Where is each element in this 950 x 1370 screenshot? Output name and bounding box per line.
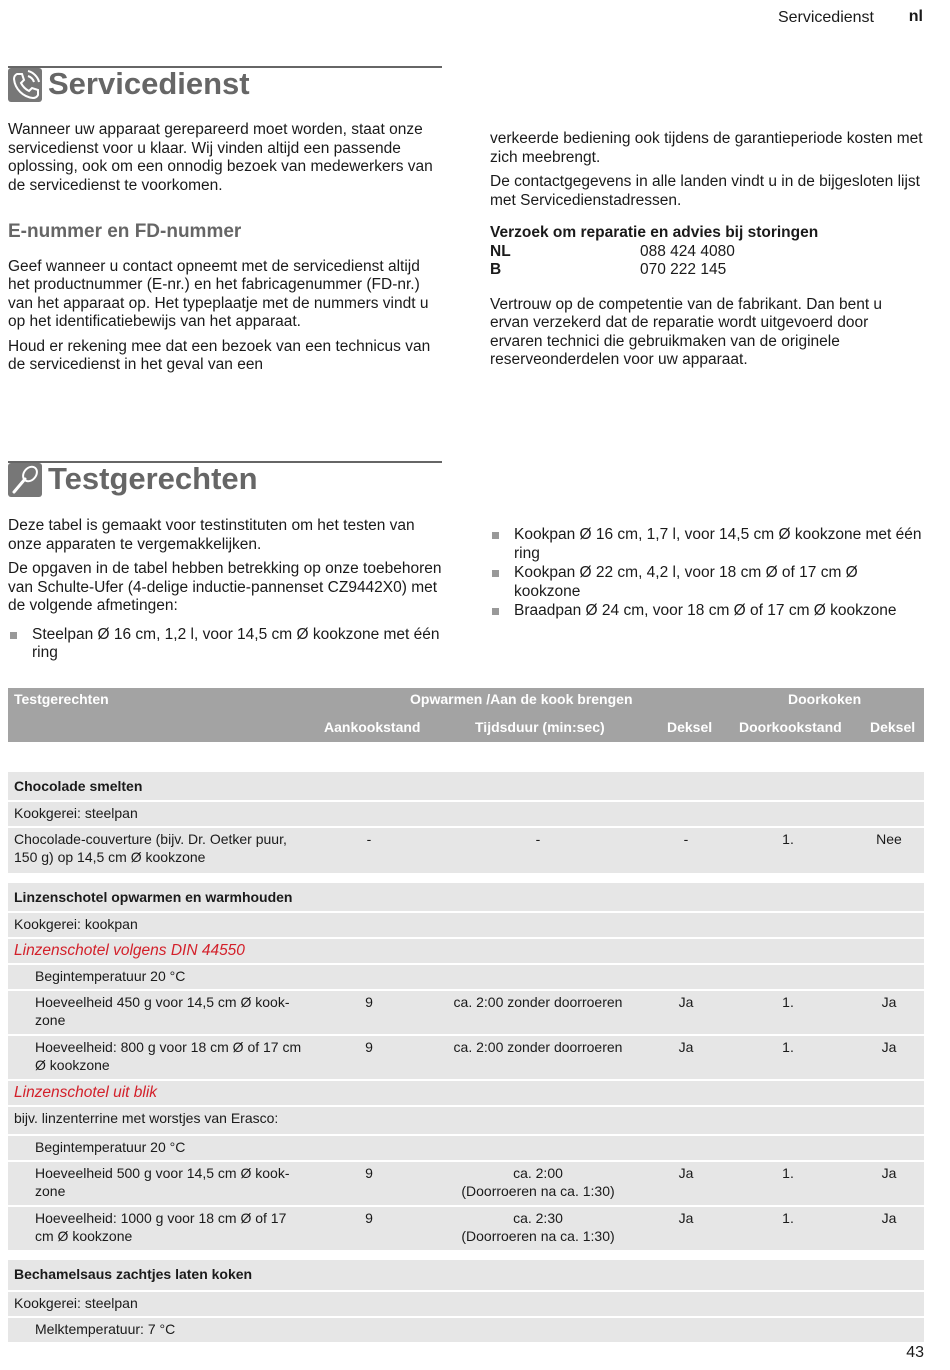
servicedienst-intro: Wanneer uw apparaat gerepareerd moet worden, staat onze servicedienst voor u klaar. Wij vinden altijd een passende oplossing, ook om een onnodig bezoek van medewerkers van de servicedienst te voorkomen. — [8, 121, 433, 194]
table-row — [8, 939, 924, 965]
servicedienst-right-column — [490, 130, 924, 376]
contact-phone: 088 424 4080 — [640, 242, 735, 260]
cell-tijdsduur-note: (Doorroeren na ca. 1:30) — [461, 1227, 615, 1244]
row-label: Linzenschotel opwarmen en warmhouden — [14, 889, 293, 905]
table-row — [8, 1292, 924, 1318]
table-category-row — [8, 772, 924, 802]
row-label: Melktemperatuur: 7 °C — [35, 1321, 176, 1337]
list-item: Steelpan Ø 16 cm, 1,2 l, voor 14,5 cm Ø kookzone met één ring — [8, 626, 442, 663]
header-language: nl — [908, 8, 923, 25]
table-body — [8, 772, 924, 1344]
contact-phone: 070 222 145 — [640, 261, 727, 278]
testgerechten-heading — [8, 461, 442, 499]
cell-doorkookstand-value: 1. — [782, 831, 794, 847]
page-number: 43 — [906, 1344, 924, 1361]
cell-tijdsduur-value: ca. 2:00 — [513, 1165, 563, 1181]
cell-tijdsduur-note: (Doorroeren na ca. 1:30) — [461, 1182, 615, 1199]
table-row — [8, 1107, 924, 1136]
table-row — [8, 828, 924, 875]
row-label: Kookgerei: steelpan — [14, 805, 138, 821]
cell-deksel-1-value: Ja — [678, 994, 694, 1010]
table-row — [8, 1207, 924, 1252]
table-row — [8, 802, 924, 828]
row-label: Hoeveelheid 500 g voor 14,5 cm Ø kook-zone — [35, 1165, 290, 1199]
testgerechten-right-column — [490, 526, 924, 622]
col-header-testgerechten: Testgerechten — [14, 691, 109, 707]
e-nummer-paragraph: Geef wanneer u contact opneemt met de servicedienst altijd het productnummer (E-nr.) en het fabricagenummer (FD-nr.) van het apparaat op. Het typeplaatje met de nummers vindt u op het identificatiebewijs van het apparaat. — [8, 257, 429, 330]
cell-aankookstand-value: 9 — [365, 1039, 373, 1055]
col-header-group-opwarmen: Opwarmen /Aan de kook brengen — [410, 691, 633, 707]
cell-deksel-2 — [789, 1165, 950, 1183]
col-header-deksel-2: Deksel — [870, 719, 916, 735]
testgerechten-left-column — [8, 517, 442, 664]
cell-aankookstand-value: - — [366, 831, 372, 847]
table-header-row-1 — [8, 688, 924, 715]
table-row — [8, 913, 924, 939]
table-row — [8, 1136, 924, 1162]
cell-deksel-2-value: Ja — [881, 1039, 897, 1055]
phone-icon — [8, 68, 42, 102]
contact-heading: Verzoek om reparatie en advies bij storingen — [490, 224, 819, 241]
testgerechten-title: Testgerechten — [48, 461, 258, 496]
contact-row-b — [490, 261, 924, 280]
table-header-row-2 — [8, 715, 924, 744]
row-label: Kookgerei: steelpan — [14, 1295, 138, 1311]
row-label: Linzenschotel volgens DIN 44550 — [14, 942, 245, 959]
cell-aankookstand-value: 9 — [365, 1210, 373, 1226]
pan-list-left — [8, 626, 442, 663]
visit-cost-paragraph: Houd er rekening mee dat een bezoek van een technicus van de servicedienst in het geval van een — [8, 337, 431, 373]
testgerechten-intro: Deze tabel is gemaakt voor testinstituten om het testen van onze apparaten te vergemakkelijken. — [8, 517, 415, 553]
row-label: Chocolade smelten — [14, 778, 143, 794]
col-header-group-doorkoken: Doorkoken — [788, 691, 862, 707]
cell-deksel-2 — [789, 994, 950, 1012]
table-row — [8, 1081, 924, 1107]
row-label: Chocolade-couverture (bijv. Dr. Oetker puur, 150 g) op 14,5 cm Ø kookzone — [14, 831, 287, 865]
cell-doorkookstand-value: 1. — [782, 1165, 794, 1181]
table-category-row — [8, 883, 924, 913]
cell-aankookstand-value: 9 — [365, 994, 373, 1010]
list-item: Braadpan Ø 24 cm, voor 18 cm Ø of 17 cm Ø kookzone — [490, 602, 924, 621]
row-label: Kookgerei: kookpan — [14, 916, 138, 932]
cell-deksel-2-value: Ja — [881, 1210, 897, 1226]
cell-deksel-2-value: Ja — [881, 994, 897, 1010]
table-row — [8, 1318, 924, 1344]
col-header-deksel-1: Deksel — [667, 719, 713, 735]
table-row — [8, 965, 924, 991]
cell-tijdsduur-value: ca. 2:00 zonder doorroeren — [453, 1039, 623, 1055]
table-row — [8, 991, 924, 1036]
contact-info-paragraph: De contactgegevens in alle landen vindt u in de bijgesloten lijst met Servicedienstadressen. — [490, 173, 920, 209]
contact-country: NL — [490, 242, 511, 260]
cell-deksel-2 — [789, 831, 950, 849]
cell-aankookstand-value: 9 — [365, 1165, 373, 1181]
pan-list-right — [490, 526, 924, 621]
cell-tijdsduur-value: ca. 2:00 zonder doorroeren — [453, 994, 623, 1010]
cell-deksel-1-value: Ja — [678, 1039, 694, 1055]
cell-doorkookstand-value: 1. — [782, 994, 794, 1010]
cell-deksel-1-value: Ja — [678, 1165, 694, 1181]
cell-deksel-1-value: Ja — [678, 1210, 694, 1226]
table-row — [8, 1162, 924, 1207]
spoon-icon — [8, 463, 42, 497]
cell-tijdsduur-value: ca. 2:30 — [513, 1210, 563, 1226]
cell-tijdsduur-value: - — [535, 831, 541, 847]
e-nummer-subheading: E-nummer en FD-nummer — [8, 221, 242, 242]
row-label: Hoeveelheid 450 g voor 14,5 cm Ø kook-zone — [35, 994, 290, 1028]
row-label: Hoeveelheid: 1000 g voor 18 cm Ø of 17 cm Ø kookzone — [35, 1210, 287, 1244]
cell-deksel-2-value: Nee — [876, 831, 902, 847]
col-header-aankookstand: Aankookstand — [324, 719, 421, 735]
list-item: Kookpan Ø 16 cm, 1,7 l, voor 14,5 cm Ø kookzone met één ring — [490, 526, 924, 563]
row-label: bijv. linzenterrine met worstjes van Erasco: — [14, 1110, 279, 1126]
cell-deksel-2 — [789, 1039, 950, 1057]
row-label: Begintemperatuur 20 °C — [35, 968, 186, 984]
row-label: Begintemperatuur 20 °C — [35, 1139, 186, 1155]
list-item: Kookpan Ø 22 cm, 4,2 l, voor 18 cm Ø of 17 cm Ø kookzone — [490, 564, 924, 601]
servicedienst-heading — [8, 66, 442, 104]
testgerechten-opgaven: De opgaven in de tabel hebben betrekking op onze toebehoren van Schulte-Ufer (4-delige inductie-pannenset CZ9442X0) met de volgende afmetingen: — [8, 560, 442, 614]
cell-deksel-1-value: - — [683, 831, 689, 847]
contact-row-nl — [490, 243, 924, 262]
visit-cost-paragraph-cont: verkeerde bediening ook tijdens de garantieperiode kosten met zich meebrengt. — [490, 130, 923, 166]
competence-paragraph: Vertrouw op de competentie van de fabrikant. Dan bent u ervan verzekerd dat de reparatie wordt uitgevoerd door ervaren technici die gebruikmaken van de originele reserveonderdelen voor uw apparaat. — [490, 295, 883, 368]
col-header-tijdsduur: Tijdsduur (min:sec) — [475, 719, 605, 735]
cell-doorkookstand-value: 1. — [782, 1039, 794, 1055]
table-row — [8, 1036, 924, 1081]
header-section-title: Servicedienst — [777, 9, 874, 26]
cell-deksel-2-value: Ja — [881, 1165, 897, 1181]
row-label: Linzenschotel uit blik — [14, 1084, 158, 1101]
table-category-row — [8, 1260, 924, 1292]
row-label: Hoeveelheid: 800 g voor 18 cm Ø of 17 cm Ø kookzone — [35, 1039, 302, 1073]
servicedienst-title: Servicedienst — [48, 66, 250, 101]
servicedienst-left-column — [8, 121, 442, 381]
testgerechten-table — [8, 688, 924, 1344]
contact-country: B — [490, 261, 502, 278]
cell-deksel-2 — [789, 1210, 950, 1228]
row-label: Bechamelsaus zachtjes laten koken — [14, 1266, 253, 1282]
cell-doorkookstand-value: 1. — [782, 1210, 794, 1226]
col-header-doorkookstand: Doorkookstand — [739, 719, 842, 735]
